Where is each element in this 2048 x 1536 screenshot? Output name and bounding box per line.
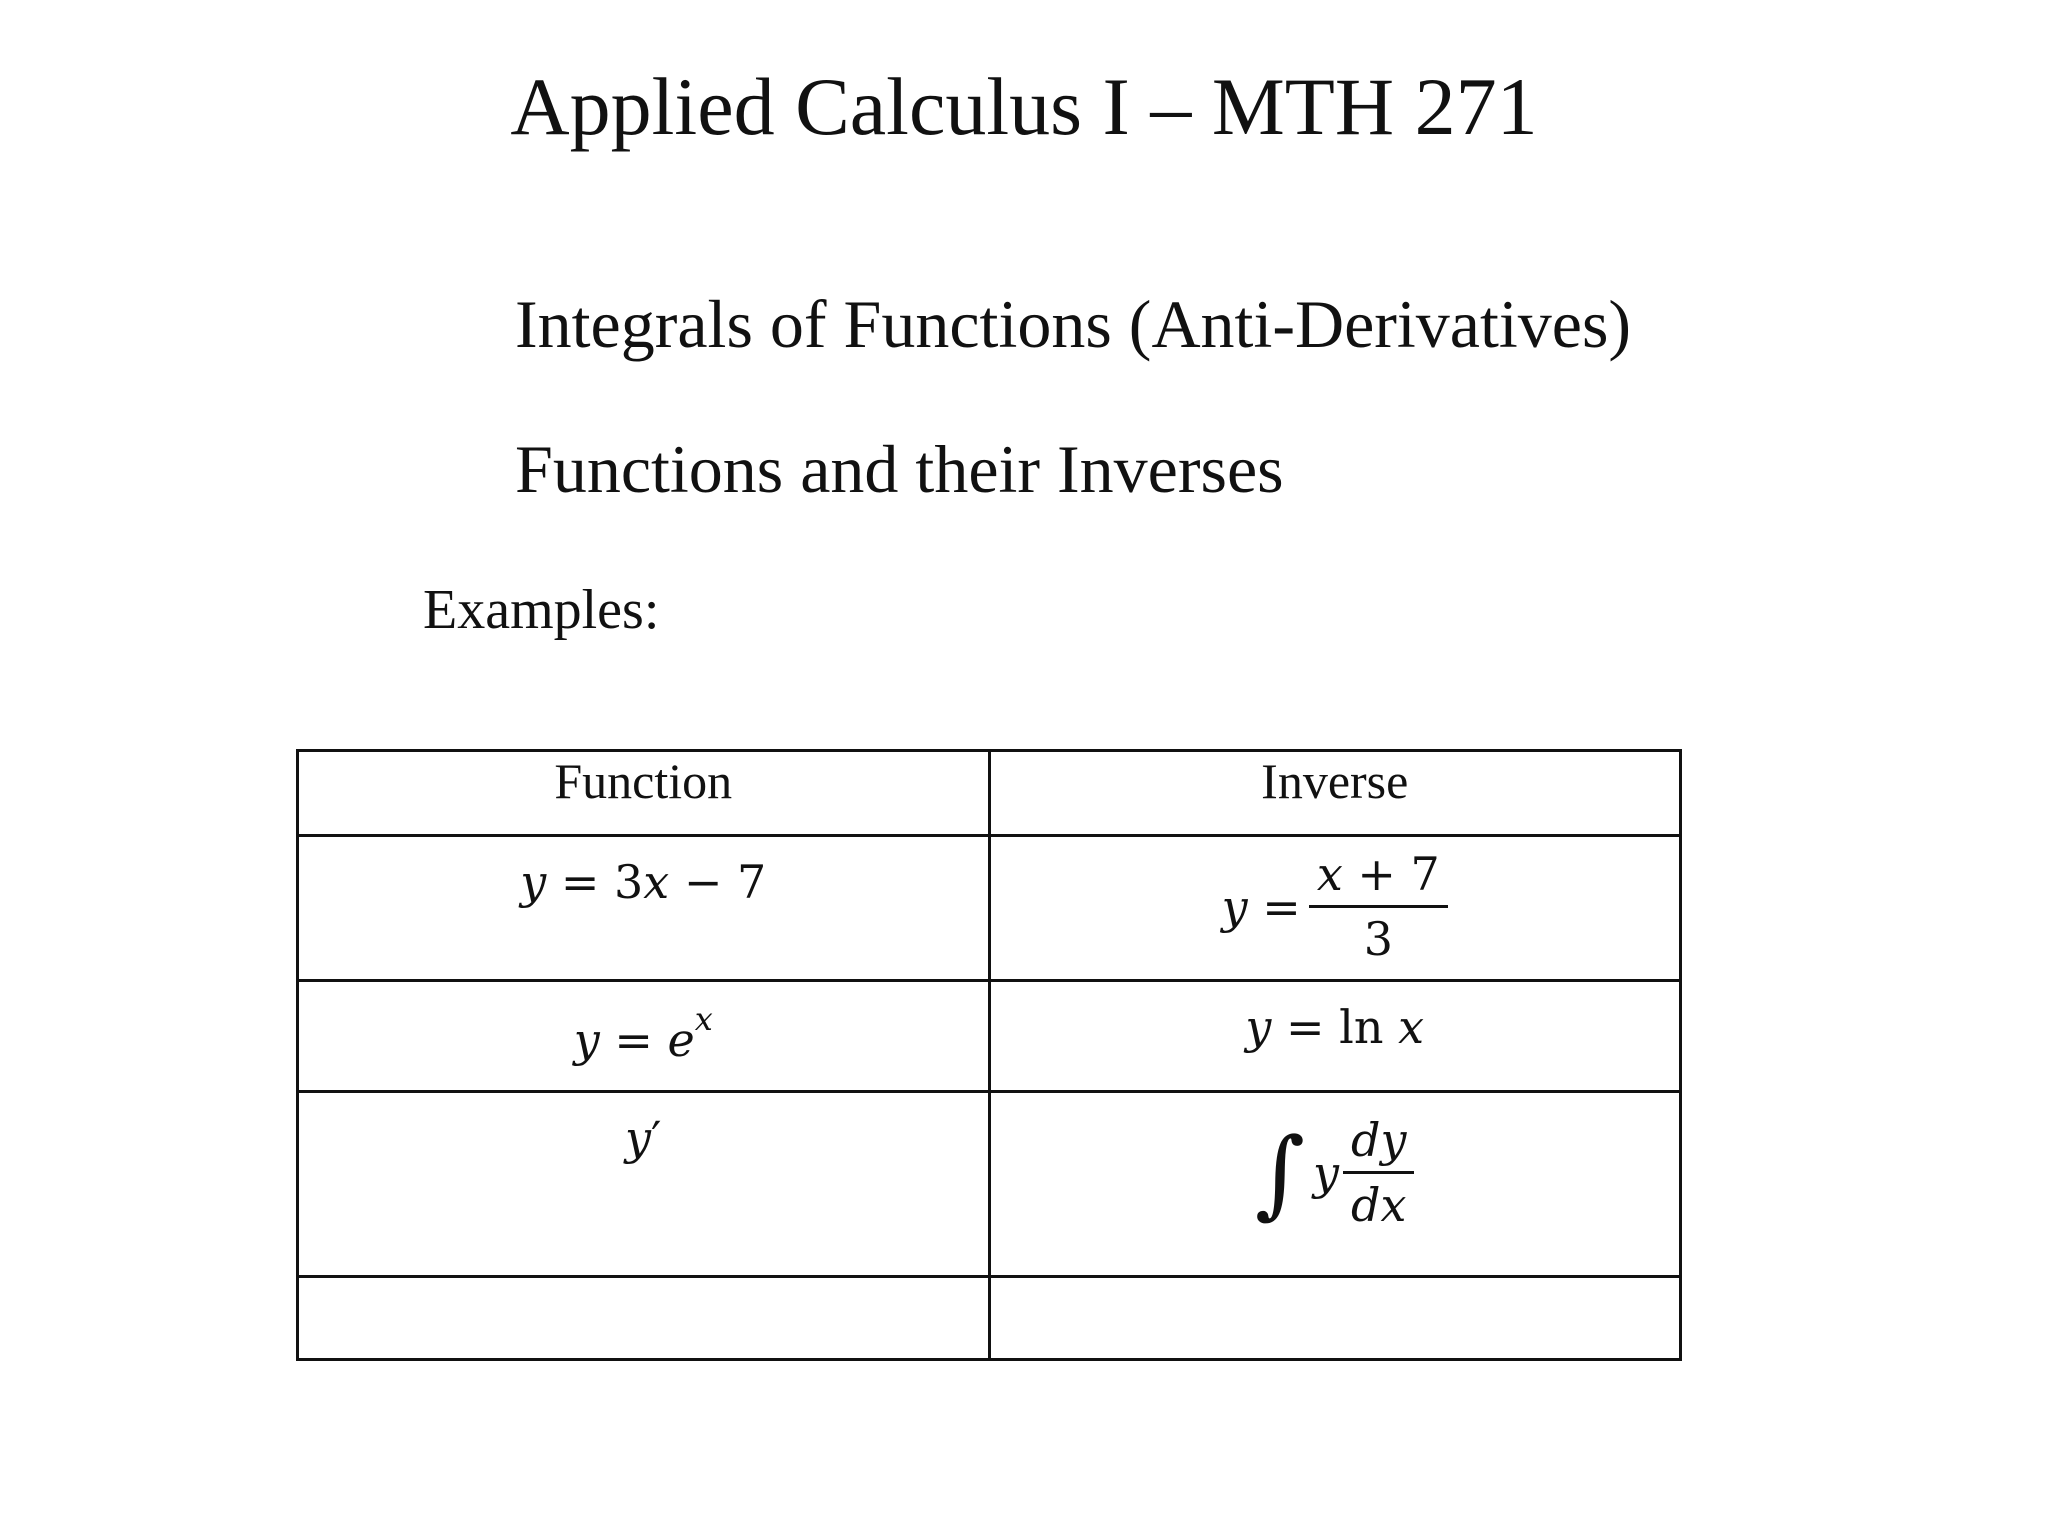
function-cell: [298, 1092, 990, 1277]
inverse-expression: [1255, 1093, 1414, 1232]
inverse-cell: [989, 1092, 1681, 1277]
page-title: Applied Calculus I – MTH 271: [510, 61, 1538, 152]
examples-label: Examples:: [423, 579, 660, 641]
function-expression: 𝑦′: [625, 1111, 662, 1165]
fraction: [1309, 847, 1448, 966]
header-inverse: Inverse: [989, 751, 1681, 836]
fraction-numerator: 𝑑𝑦: [1343, 1113, 1414, 1174]
fraction-denominator: 𝑑𝑥: [1351, 1178, 1407, 1232]
function-cell: [298, 981, 990, 1092]
fraction: [1343, 1113, 1414, 1232]
inverse-prefix: 𝑦 =: [1221, 879, 1301, 934]
function-cell: [298, 1277, 990, 1360]
table-row: [298, 1277, 1681, 1360]
inverse-cell: [989, 981, 1681, 1092]
table-row: [298, 981, 1681, 1092]
function-cell: [298, 836, 990, 981]
table-row: [298, 836, 1681, 981]
subtitle-integrals: Integrals of Functions (Anti-Derivatives): [515, 286, 1632, 362]
header-function: Function: [298, 751, 990, 836]
inverse-expression: 𝑦 = ln 𝑥: [1245, 1000, 1425, 1054]
functions-table: [296, 749, 1682, 1361]
function-exponent: 𝑥: [694, 1000, 713, 1038]
subtitle-inverses: Functions and their Inverses: [515, 431, 1284, 507]
inverse-cell: [989, 836, 1681, 981]
table-row: [298, 1092, 1681, 1277]
function-base: 𝑦 = 𝑒: [573, 1013, 695, 1067]
inverse-cell: [989, 1277, 1681, 1360]
function-expression: [574, 982, 713, 1067]
inverse-expression: [1222, 837, 1448, 966]
integrand-variable: 𝑦: [1313, 1145, 1340, 1200]
fraction-denominator: 3: [1363, 912, 1393, 966]
function-expression: 𝑦 = 3𝑥 − 7: [520, 855, 767, 909]
fraction-numerator: 𝑥 + 7: [1309, 847, 1448, 908]
integral-sign: ∫: [1255, 1116, 1306, 1229]
table-header-row: [298, 751, 1681, 836]
